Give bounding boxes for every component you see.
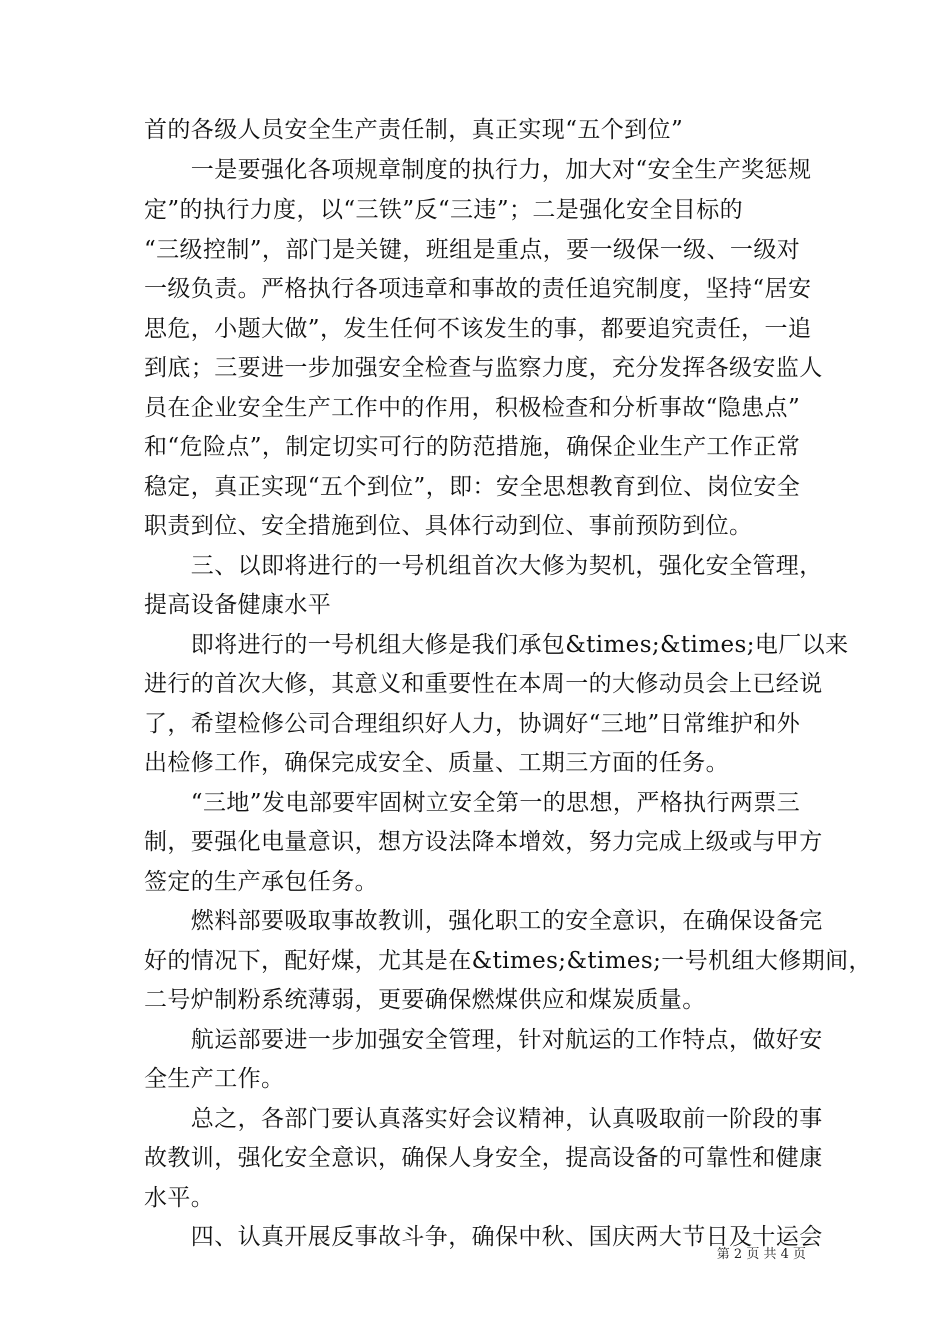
text-line: 出检修工作，确保完成安全、质量、工期三方面的任务。 <box>144 750 729 776</box>
text-line: 了，希望检修公司合理组织好人力，协调好“三地”日常维护和外 <box>144 711 801 737</box>
text-line: 航运部要进一步加强安全管理，针对航运的工作特点，做好安 <box>144 1027 823 1053</box>
text-line: 稳定，真正实现“五个到位”，即：安全思想教育到位、岗位安全 <box>144 474 801 500</box>
text-line: 好的情况下，配好煤，尤其是在&times;&times;一号机组大修期间， <box>144 948 872 974</box>
text-line: 首的各级人员安全生产责任制，真正实现“五个到位” <box>144 117 684 143</box>
text-line: “三地”发电部要牢固树立安全第一的思想，严格执行两票三 <box>144 790 801 816</box>
text-line: 总之，各部门要认真落实好会议精神，认真吸取前一阶段的事 <box>144 1106 823 1132</box>
text-line: 一级负责。严格执行各项违章和事故的责任追究制度，坚持“居安 <box>144 276 812 302</box>
text-line: “三级控制”，部门是关键，班组是重点，要一级保一级、一级对 <box>144 237 801 263</box>
text-line: 制，要强化电量意识，想方设法降本增效，努力完成上级或与甲方 <box>144 829 823 855</box>
text-line: 燃料部要吸取事故教训，强化职工的安全意识，在确保设备完 <box>144 908 823 934</box>
section-heading: 三、以即将进行的一号机组首次大修为契机，强化安全管理， <box>144 553 823 579</box>
text-line: 进行的首次大修，其意义和重要性在本周一的大修动员会上已经说 <box>144 671 823 697</box>
text-line: 水平。 <box>144 1185 215 1211</box>
section-heading: 四、认真开展反事故斗争，确保中秋、国庆两大节日及十运会 <box>144 1224 823 1250</box>
text-line: 定”的执行力度，以“三铁”反“三违”；二是强化安全目标的 <box>144 197 743 223</box>
text-line: 全生产工作。 <box>144 1066 285 1092</box>
text-line: 到底；三要进一步加强安全检查与监察力度，充分发挥各级安监人 <box>144 355 823 381</box>
text-line: 一是要强化各项规章制度的执行力，加大对“安全生产奖惩规 <box>144 157 812 183</box>
text-line: 职责到位、安全措施到位、具体行动到位、事前预防到位。 <box>144 513 753 539</box>
text-line: 即将进行的一号机组大修是我们承包&times;&times;电厂以来 <box>144 632 849 658</box>
page-number: 第 2 页 共 4 页 <box>716 1247 806 1262</box>
text-line: 故教训，强化安全意识，确保人身安全，提高设备的可靠性和健康 <box>144 1145 823 1171</box>
section-heading: 提高设备健康水平 <box>144 592 332 618</box>
text-line: 二号炉制粉系统薄弱，更要确保燃煤供应和煤炭质量。 <box>144 987 706 1013</box>
text-line: 和“危险点”，制定切实可行的防范措施，确保企业生产工作正常 <box>144 434 801 460</box>
text-line: 员在企业安全生产工作中的作用，积极检查和分析事故“隐患点” <box>144 395 801 421</box>
text-line: 思危，小题大做”，发生任何不该发生的事，都要追究责任，一追 <box>144 316 812 342</box>
text-line: 签定的生产承包任务。 <box>144 869 378 895</box>
